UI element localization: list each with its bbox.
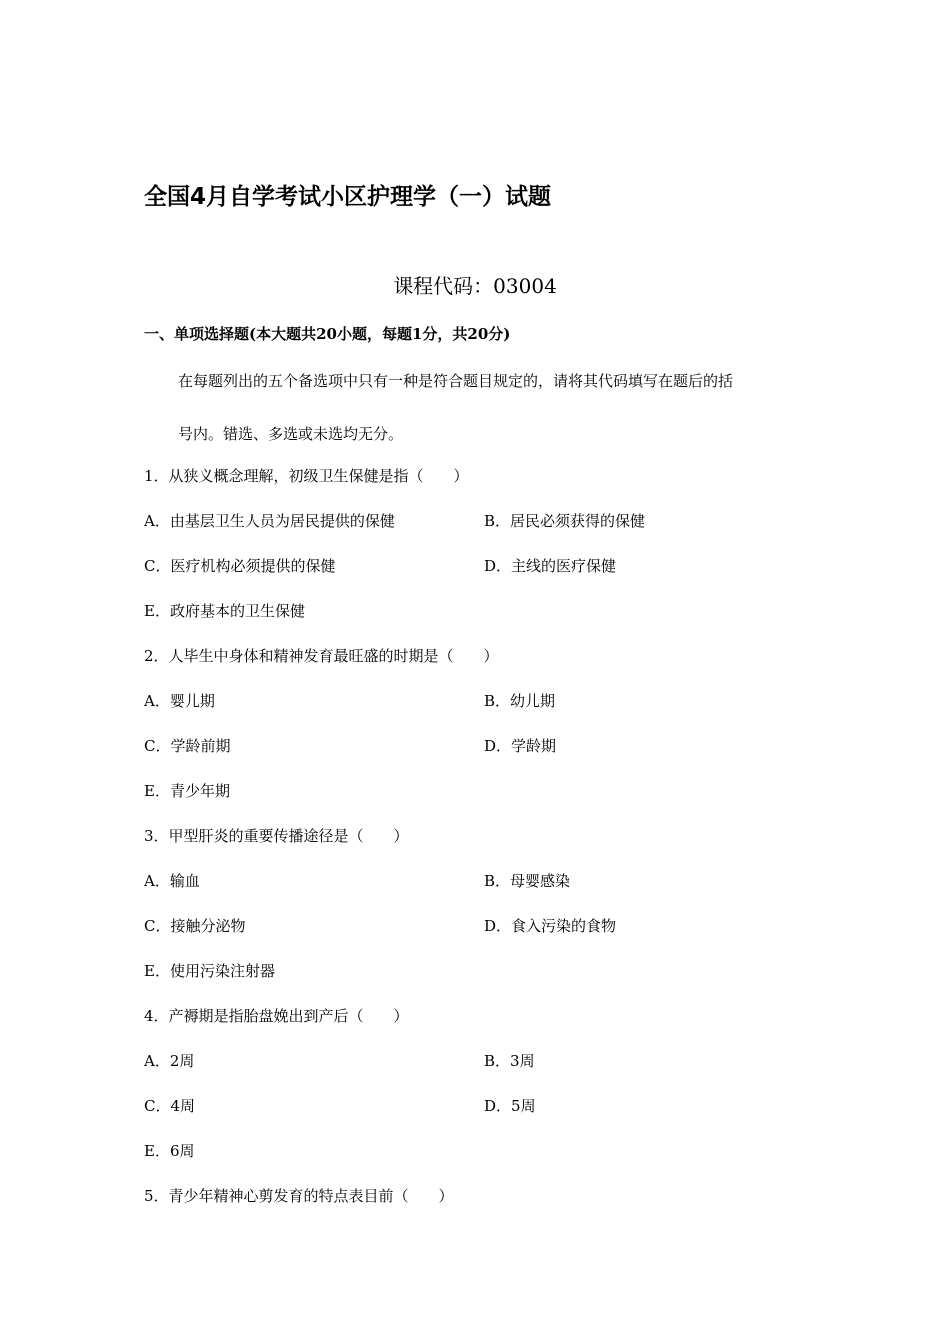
question-4-option-d: D．5周 (484, 1097, 536, 1115)
question-4-option-e: E．6周 (144, 1142, 195, 1160)
question-1-option-b: B．居民必须获得的保健 (484, 512, 646, 530)
question-2-option-c: C．学龄前期 (144, 737, 231, 755)
section-heading: 一、单项选择题(本大题共20小题，每题1分，共20分) (144, 325, 511, 343)
question-3-option-c: C．接触分泌物 (144, 917, 246, 935)
question-3-option-a: A．输血 (144, 872, 200, 890)
question-2-option-e: E．青少年期 (144, 782, 230, 800)
question-5-stem: 5．青少年精神心剪发育的特点表目前（ ） (144, 1187, 454, 1205)
question-3-option-e: E．使用污染注射器 (144, 962, 275, 980)
question-4-option-b: B．3周 (484, 1052, 535, 1070)
question-3-stem: 3．甲型肝炎的重要传播途径是（ ） (144, 827, 409, 845)
section-instruction-line-1: 在每题列出的五个备选项中只有一种是符合题目规定的，请将其代码填写在题后的括 (178, 372, 734, 390)
question-2-option-d: D．学龄期 (484, 737, 557, 755)
page-title: 全国4月自学考试小区护理学（一）试题 (144, 184, 552, 210)
question-1-option-c: C．医疗机构必须提供的保健 (144, 557, 336, 575)
section-instruction-line-2: 号内。错选、多选或未选均无分。 (178, 425, 404, 443)
question-2-stem: 2．人毕生中身体和精神发育最旺盛的时期是（ ） (144, 647, 499, 665)
question-2-option-a: A．婴儿期 (144, 692, 215, 710)
question-4-option-c: C．4周 (144, 1097, 196, 1115)
question-3-option-d: D．食入污染的食物 (484, 917, 617, 935)
course-code: 课程代码：03004 (393, 274, 557, 298)
question-1-option-a: A．由基层卫生人员为居民提供的保健 (144, 512, 395, 530)
question-1-option-d: D．主线的医疗保健 (484, 557, 617, 575)
question-3-option-b: B．母婴感染 (484, 872, 571, 890)
question-4-option-a: A．2周 (144, 1052, 195, 1070)
question-1-stem: 1．从狭义概念理解，初级卫生保健是指（ ） (144, 467, 469, 485)
question-1-option-e: E．政府基本的卫生保健 (144, 602, 305, 620)
question-2-option-b: B．幼儿期 (484, 692, 556, 710)
question-4-stem: 4．产褥期是指胎盘娩出到产后（ ） (144, 1007, 409, 1025)
